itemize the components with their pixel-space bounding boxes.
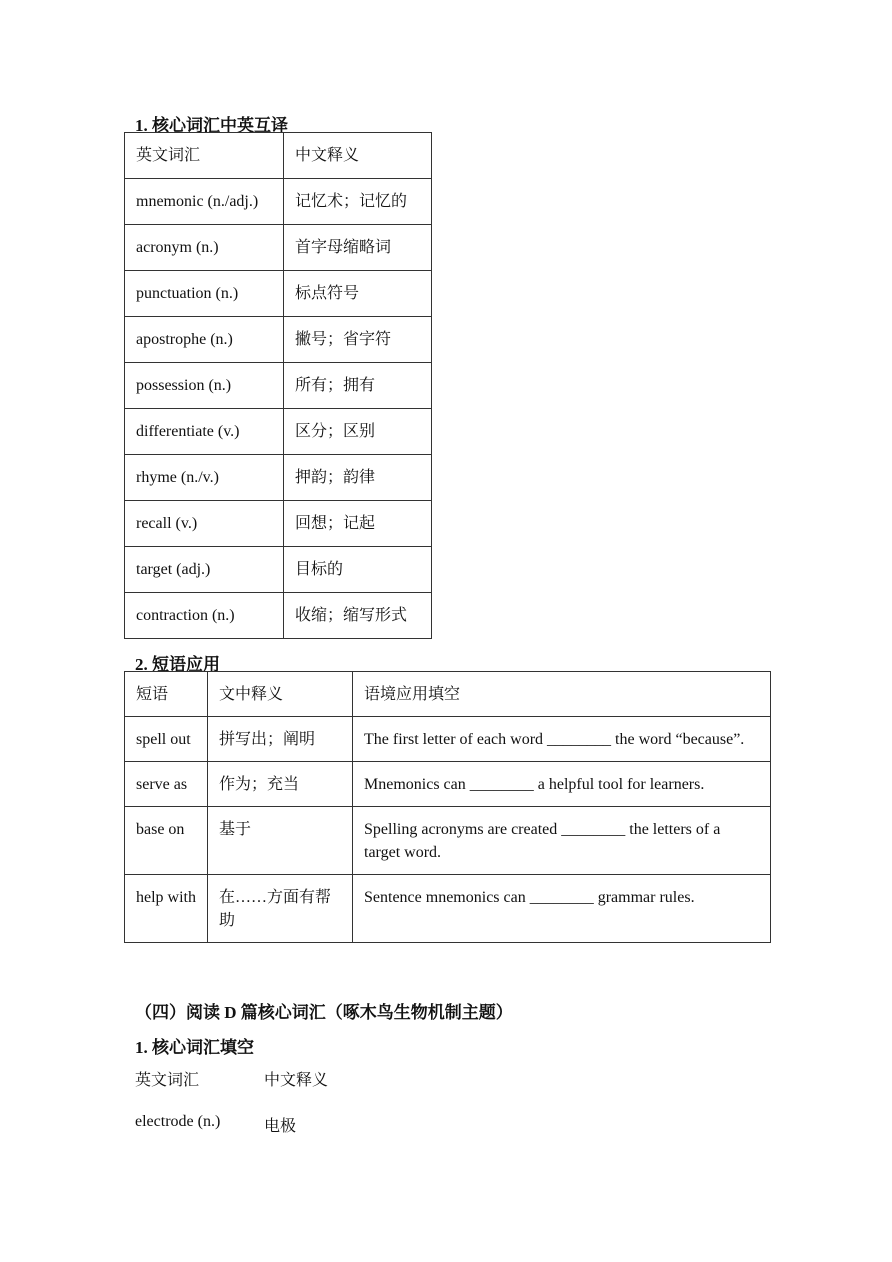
header-meaning: 文中释义 (208, 672, 353, 717)
english-term: contraction (n.) (125, 593, 284, 639)
table-row (125, 593, 432, 639)
phrase-table (124, 671, 771, 943)
chinese-meaning: 目标的 (284, 547, 432, 593)
header-chinese: 中文释义 (284, 133, 432, 179)
english-term: recall (v.) (125, 501, 284, 547)
table-row (125, 501, 432, 547)
phrase: serve as (125, 762, 208, 807)
table-row (125, 807, 771, 875)
english-term: rhyme (n./v.) (125, 455, 284, 501)
chinese-meaning: 所有；拥有 (284, 363, 432, 409)
section-4-subtitle: 1. 核心词汇填空 (135, 1038, 254, 1057)
table-row (125, 271, 432, 317)
header-phrase: 短语 (125, 672, 208, 717)
phrase-meaning: 作为；充当 (208, 762, 353, 807)
vocabulary-table (124, 132, 432, 639)
header-english: 英文词汇 (125, 133, 284, 179)
header-context: 语境应用填空 (353, 672, 771, 717)
english-term: apostrophe (n.) (125, 317, 284, 363)
section-1-title: 1. 核心词汇中英互译 (135, 116, 288, 135)
table-row (125, 409, 432, 455)
phrase: help with (125, 875, 208, 943)
section-4-title: （四）阅读 D 篇核心词汇（啄木鸟生物机制主题） (135, 1003, 513, 1022)
english-term: acronym (n.) (125, 225, 284, 271)
table-row (125, 762, 771, 807)
english-term: mnemonic (n./adj.) (125, 179, 284, 225)
chinese-meaning: 回想；记起 (284, 501, 432, 547)
table-row (125, 717, 771, 762)
context-sentence: Mnemonics can ________ a helpful tool for learners. (353, 762, 771, 807)
english-term: target (adj.) (125, 547, 284, 593)
phrase-meaning: 在……方面有帮助 (208, 875, 353, 943)
table-row (125, 179, 432, 225)
english-term: possession (n.) (125, 363, 284, 409)
context-sentence: The first letter of each word ________ the word “because”. (353, 717, 771, 762)
table-row (125, 547, 432, 593)
chinese-meaning: 区分；区别 (284, 409, 432, 455)
english-term: electrode (n.) (135, 1113, 221, 1130)
phrase: spell out (125, 717, 208, 762)
chinese-meaning: 记忆术；记忆的 (284, 179, 432, 225)
table-header-row (125, 133, 432, 179)
table-row (125, 875, 771, 943)
chinese-meaning: 押韵；韵律 (284, 455, 432, 501)
english-term: differentiate (v.) (125, 409, 284, 455)
list-header-english: 英文词汇 (135, 1072, 200, 1089)
table-row (125, 317, 432, 363)
context-sentence: Spelling acronyms are created ________ the letters of a target word. (353, 807, 771, 875)
phrase: base on (125, 807, 208, 875)
list-header-chinese: 中文释义 (264, 1072, 329, 1089)
chinese-meaning: 标点符号 (284, 271, 432, 317)
table-row (125, 363, 432, 409)
chinese-meaning: 电极 (264, 1118, 297, 1135)
table-row (125, 455, 432, 501)
phrase-meaning: 拼写出；阐明 (208, 717, 353, 762)
english-term: punctuation (n.) (125, 271, 284, 317)
phrase-meaning: 基于 (208, 807, 353, 875)
context-sentence: Sentence mnemonics can ________ grammar rules. (353, 875, 771, 943)
chinese-meaning: 收缩；缩写形式 (284, 593, 432, 639)
chinese-meaning: 首字母缩略词 (284, 225, 432, 271)
chinese-meaning: 撇号；省字符 (284, 317, 432, 363)
section-2-title: 2. 短语应用 (135, 655, 220, 674)
table-row (125, 225, 432, 271)
table-header-row (125, 672, 771, 717)
